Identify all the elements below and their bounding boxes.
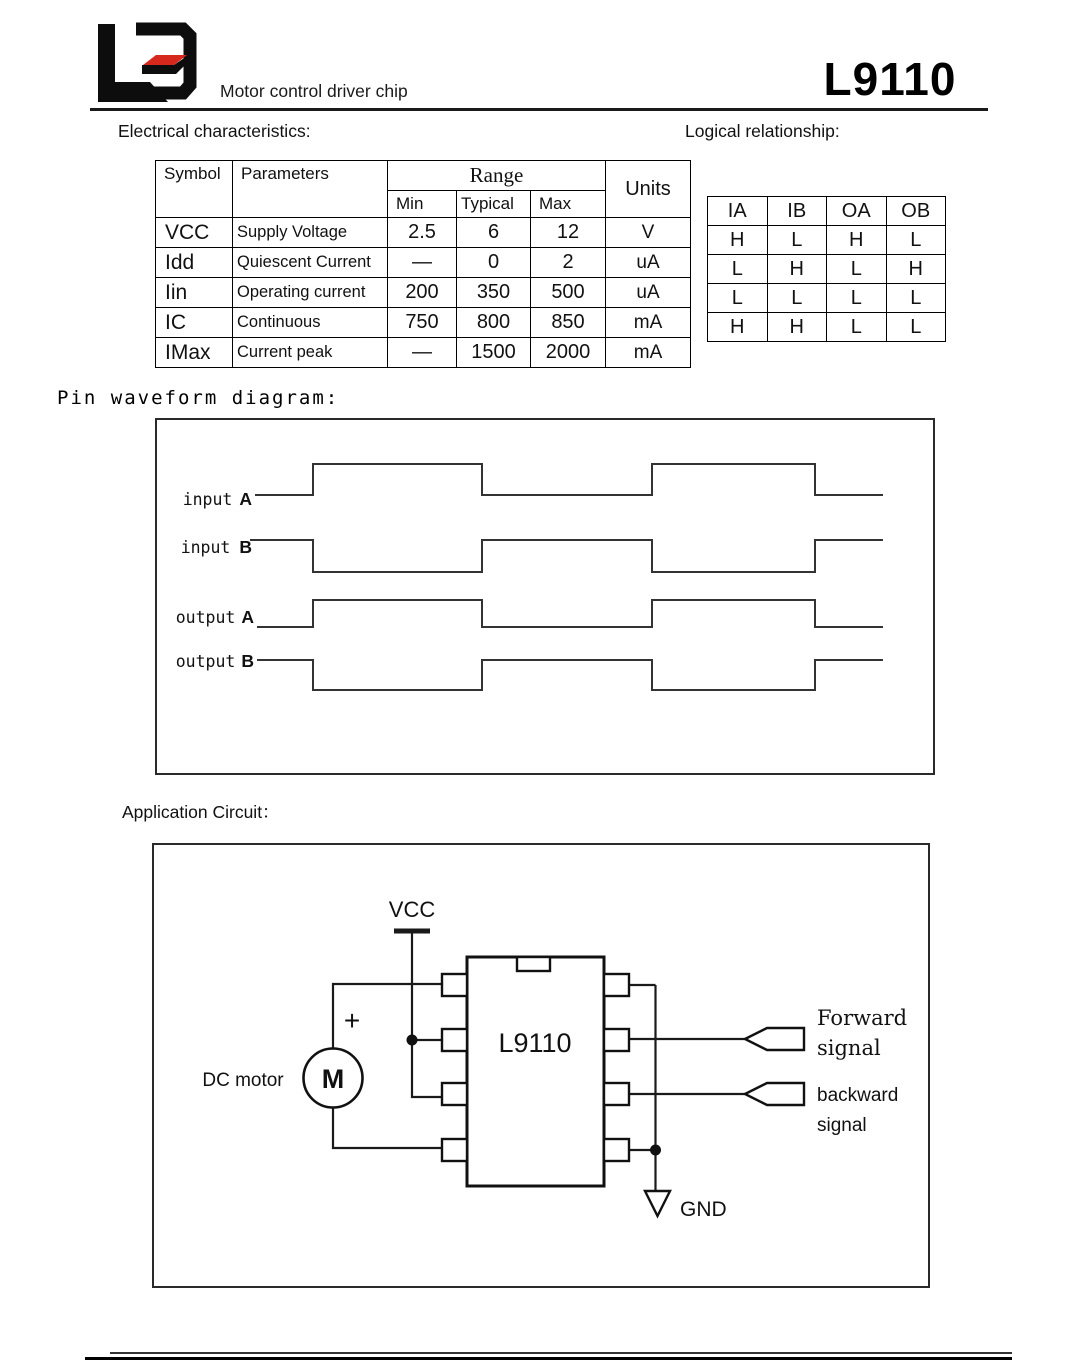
waveform-trace-input-b [250,540,883,572]
chip-pin-r4 [604,1139,629,1161]
cell-min: — [388,248,457,278]
backward-signal-label-line2: signal [817,1115,867,1136]
logic-cell: H [708,226,768,255]
section-label-electrical: Electrical characteristics: [118,121,311,141]
table-row [708,284,946,313]
logic-cell: L [886,226,946,255]
cell-symbol: Iin [156,278,233,308]
logic-cell: L [886,313,946,342]
table-row [708,226,946,255]
cell-min: — [388,338,457,368]
logic-header-ib: IB [767,197,827,226]
waveform-label-word: output [175,652,236,671]
header-rule [90,108,988,111]
cell-typical: 1500 [457,338,531,368]
cell-max: 2000 [531,338,606,368]
waveform-section-title: Pin waveform diagram: [57,387,340,409]
table-row [156,338,691,368]
cell-max: 12 [531,218,606,248]
cell-max: 850 [531,308,606,338]
cell-units: uA [606,278,691,308]
table-row [156,248,691,278]
logic-cell: L [708,255,768,284]
logic-header-ob: OB [886,197,946,226]
backward-signal-label-line1: backward [817,1085,899,1106]
waveform-trace-output-a [257,600,883,627]
chip-label: L9110 [498,1028,572,1058]
cell-units: V [606,218,691,248]
col-header-typical: Typical [457,191,531,218]
junction-dot [650,1145,661,1156]
cell-units: mA [606,308,691,338]
cell-parameter: Current peak [233,338,388,368]
motor-bottom-wire [333,1108,442,1148]
logic-table [707,196,946,342]
table-row [708,313,946,342]
waveform-label-input-b [181,537,252,557]
col-header-range: Range [388,161,606,191]
forward-signal-flag [745,1028,804,1050]
logic-cell: H [767,313,827,342]
chip-pin-r3 [604,1083,629,1105]
cell-max: 2 [531,248,606,278]
logic-cell: L [708,284,768,313]
cell-min: 750 [388,308,457,338]
footer-rule-thin [110,1352,1012,1354]
cell-max: 500 [531,278,606,308]
waveform-box [155,418,935,775]
cell-symbol: IMax [156,338,233,368]
logic-cell: L [827,255,887,284]
logic-cell: L [886,284,946,313]
table-row [156,218,691,248]
logic-cell: H [886,255,946,284]
waveform-label-output-a [176,607,255,627]
backward-signal-flag [745,1083,804,1105]
forward-signal-label-line2: signal [817,1036,881,1060]
col-header-max: Max [531,191,606,218]
cell-min: 200 [388,278,457,308]
logic-cell: L [827,313,887,342]
waveform-label-output-b [176,651,254,671]
waveform-label-letter: A [239,489,252,509]
waveform-label-word: input [182,490,233,509]
chip-body [467,957,604,1186]
gnd-label: GND [680,1198,727,1221]
chip-pin-r2 [604,1029,629,1051]
vcc-label: VCC [388,897,436,922]
cell-parameter: Supply Voltage [233,218,388,248]
chip-pin-l4 [442,1139,467,1161]
electrical-table [155,160,691,368]
application-circuit-diagram [154,845,928,1286]
junction-dot [407,1035,418,1046]
cell-typical: 0 [457,248,531,278]
chip-pin-r1 [604,974,629,996]
cell-typical: 6 [457,218,531,248]
waveform-label-word: input [180,538,231,557]
col-header-min: Min [388,191,457,218]
dc-motor-label: DC motor [202,1070,284,1091]
table-row [708,255,946,284]
chip-pin-l1 [442,974,467,996]
waveform-label-word: output [175,608,236,627]
motor-m-label: M [321,1064,345,1094]
forward-signal-label-line1: Forward [817,1006,908,1030]
waveform-label-letter: B [239,537,252,557]
plus-sign: + [343,1005,361,1036]
col-header-units: Units [606,161,691,218]
waveform-label-letter: B [241,651,254,671]
waveform-diagram [157,420,933,773]
vcc-wire [412,931,442,1097]
cell-symbol: VCC [156,218,233,248]
logic-header-ia: IA [708,197,768,226]
logic-cell: H [827,226,887,255]
logic-cell: L [767,284,827,313]
product-line-label: Motor control driver chip [220,81,408,101]
chip-pin-l2 [442,1029,467,1051]
chip-notch [517,957,550,971]
cell-symbol: Idd [156,248,233,278]
cell-units: uA [606,248,691,278]
cell-parameter: Operating current [233,278,388,308]
waveform-trace-output-b [257,660,883,690]
logic-cell: H [767,255,827,284]
waveform-label-letter: A [241,607,254,627]
cell-parameter: Continuous [233,308,388,338]
table-row [156,278,691,308]
waveform-trace-input-a [255,464,883,495]
cell-parameter: Quiescent Current [233,248,388,278]
cell-typical: 350 [457,278,531,308]
logic-cell: L [767,226,827,255]
logic-header-oa: OA [827,197,887,226]
application-section-title: Application Circuit： [122,802,280,822]
section-label-logical: Logical relationship: [685,121,840,141]
cell-symbol: IC [156,308,233,338]
page-title: L9110 [823,53,957,105]
table-row [156,308,691,338]
cell-units: mA [606,338,691,368]
waveform-label-input-a [183,489,253,509]
cell-typical: 800 [457,308,531,338]
gnd-symbol [645,1191,670,1216]
logic-cell: H [708,313,768,342]
col-header-symbol: Symbol [156,161,233,218]
table-row [708,197,946,226]
col-header-parameters: Parameters [233,161,388,218]
logic-cell: L [827,284,887,313]
chip-pin-l3 [442,1083,467,1105]
cell-min: 2.5 [388,218,457,248]
footer-rule-thick [85,1357,1012,1360]
company-logo [92,14,204,110]
application-circuit-box [152,843,930,1288]
